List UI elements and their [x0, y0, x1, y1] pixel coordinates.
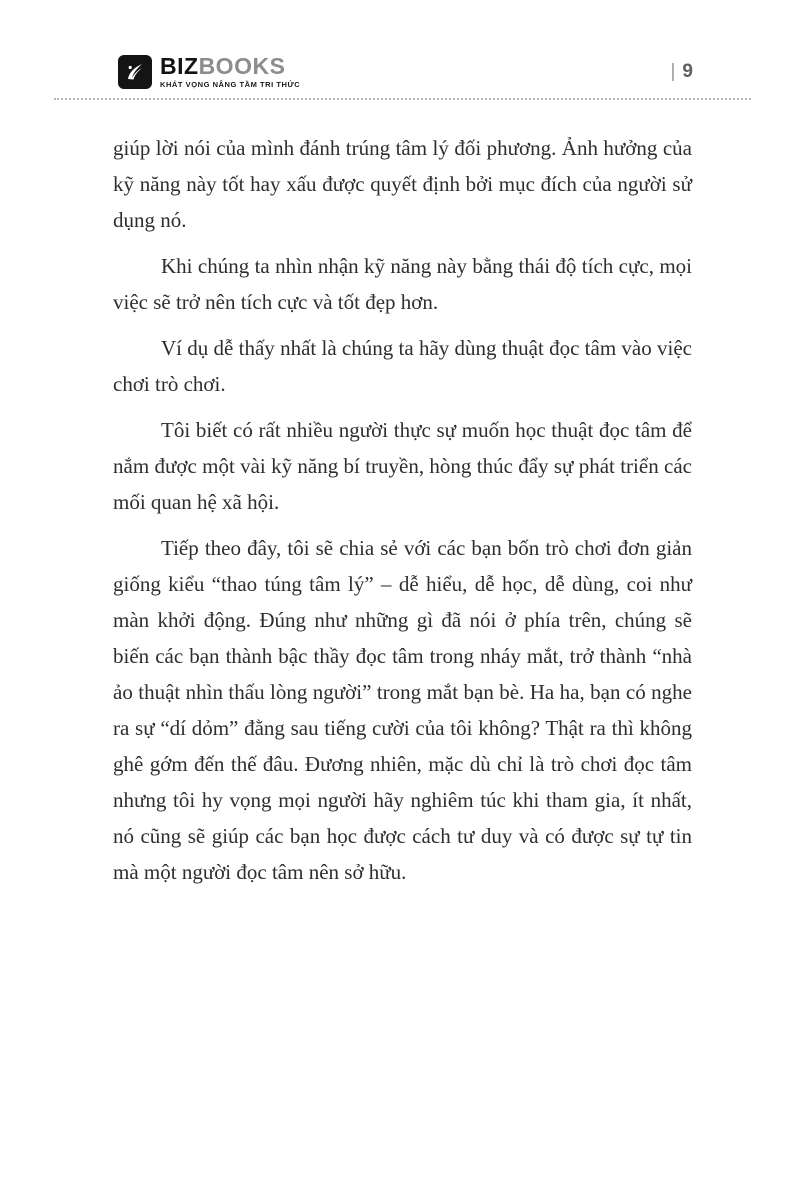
bizbooks-logo [118, 55, 300, 89]
paragraph: Tôi biết có rất nhiều người thực sự muốn học thuật đọc tâm để nắm được một vài kỹ năng bí truyền, hòng thúc đẩy sự phát triển các mối quan hệ xã hội. [113, 418, 692, 514]
page-body [0, 100, 805, 890]
paragraph: giúp lời nói của mình đánh trúng tâm lý đối phương. Ảnh hưởng của kỹ năng này tốt hay xấu được quyết định bởi mục đích của người sử dụng nó. [113, 136, 692, 232]
page-number-divider: | [670, 61, 676, 82]
page-number [670, 61, 693, 83]
logo-text [160, 55, 300, 89]
logo-title-books: BOOKS [198, 53, 286, 80]
paragraph: Khi chúng ta nhìn nhận kỹ năng này bằng thái độ tích cực, mọi việc sẽ trở nên tích cực và tốt đẹp hơn. [113, 254, 692, 314]
logo-title-biz: BIZ [160, 53, 199, 80]
paragraph: Ví dụ dễ thấy nhất là chúng ta hãy dùng thuật đọc tâm vào việc chơi trò chơi. [113, 336, 692, 396]
logo-title [160, 55, 300, 78]
page-number-value: 9 [682, 61, 693, 82]
page-header [0, 0, 805, 92]
bizbooks-logo-icon [118, 55, 152, 89]
paragraph: Tiếp theo đây, tôi sẽ chia sẻ với các bạn bốn trò chơi đơn giản giống kiểu “thao túng tâm lý” – dễ hiểu, dễ học, dễ dùng, coi như màn khởi động. Đúng như những gì đã nói ở phía trên, chúng sẽ biến các bạn thành bậc thầy đọc tâm trong nháy mắt, trở thành “nhà ảo thuật nhìn thấu lòng người” trong mắt bạn bè. Ha ha, bạn có nghe ra sự “dí dỏm” đằng sau tiếng cười của tôi không? Thật ra thì không ghê gớm đến thế đâu. Đương nhiên, mặc dù chỉ là trò chơi đọc tâm nhưng tôi hy vọng mọi người hãy nghiêm túc khi tham gia, ít nhất, nó cũng sẽ giúp các bạn học được cách tư duy và có được sự tự tin mà một người đọc tâm nên sở hữu. [113, 536, 692, 884]
logo-tagline: KHÁT VỌNG NÂNG TẦM TRI THỨC [160, 80, 301, 90]
